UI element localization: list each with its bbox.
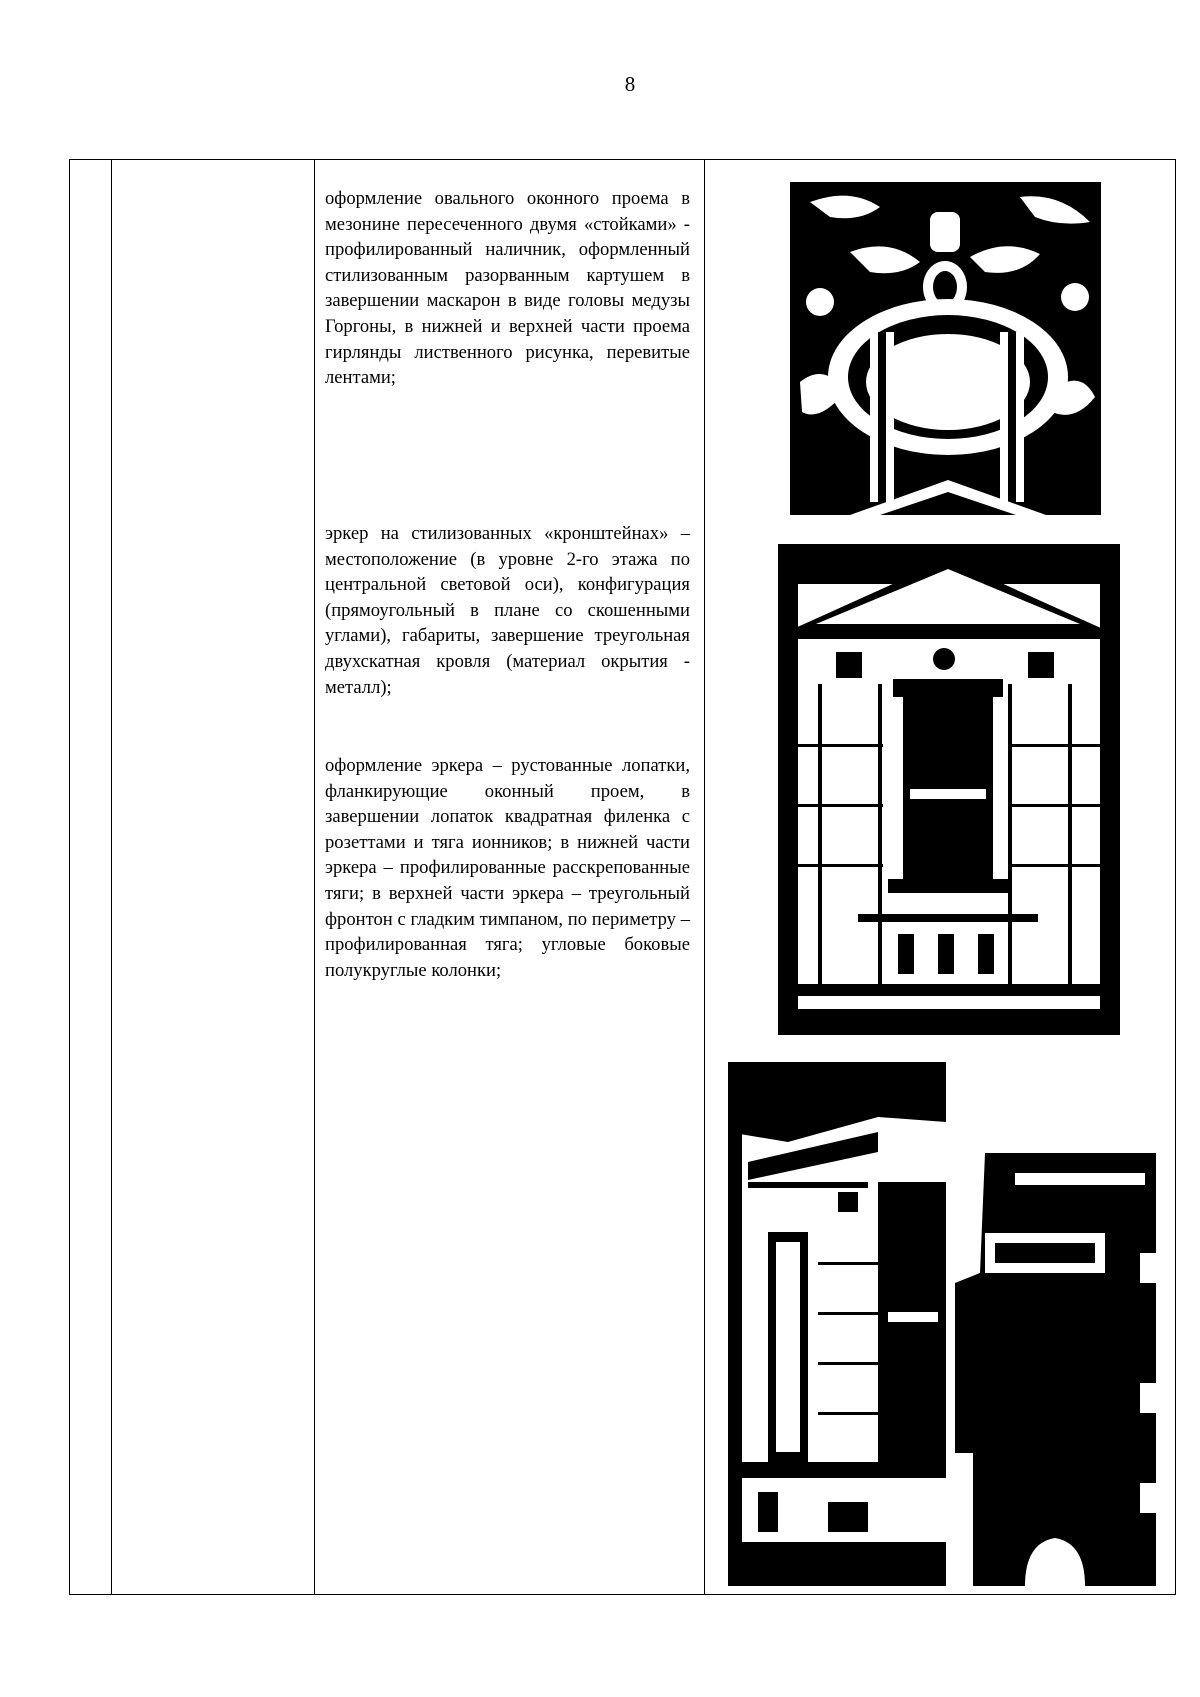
column-divider-3 <box>704 160 705 1594</box>
photo-oval-window <box>790 182 1101 515</box>
photo-oriel-side <box>728 1062 946 1586</box>
column-divider-1 <box>111 160 112 1594</box>
photo-oriel-front <box>778 544 1120 1035</box>
description-oriel: эркер на стилизованных «кронштейнах» – местоположение (в уровне 2-го этажа по центральной световой оси), конфигурация (прямоугольный в плане со скошенными углами), габариты, завершение треугольная двухскатная кровля (материал окрытия - металл); <box>325 523 690 698</box>
photo-oriel-bottom <box>955 1153 1156 1586</box>
page-number: 8 <box>624 72 636 96</box>
description-oriel-decoration: оформление эркера – рустованные лопатки, фланкирующие оконный проем, в завершении лопаток квадратная филенка с розеттами и тяга ионников; в нижней части эркера – профилированные расскрепованные тяги; в верхней части эркера – треугольный фронтон с гладким тимпаном, по периметру – профилированная тяга; угловые боковые полукруглые колонки; <box>325 755 690 981</box>
description-oval-window: оформление овального оконного проема в мезонине пересеченного двумя «стойками» - профилированный наличник, оформленный стилизованным разорванным картушем в завершении маскарон в виде головы медузы Горгоны, в нижней и верхней части проема гирлянды лиственного рисунка, перевитые лентами; <box>325 188 690 389</box>
column-divider-2 <box>314 160 315 1594</box>
